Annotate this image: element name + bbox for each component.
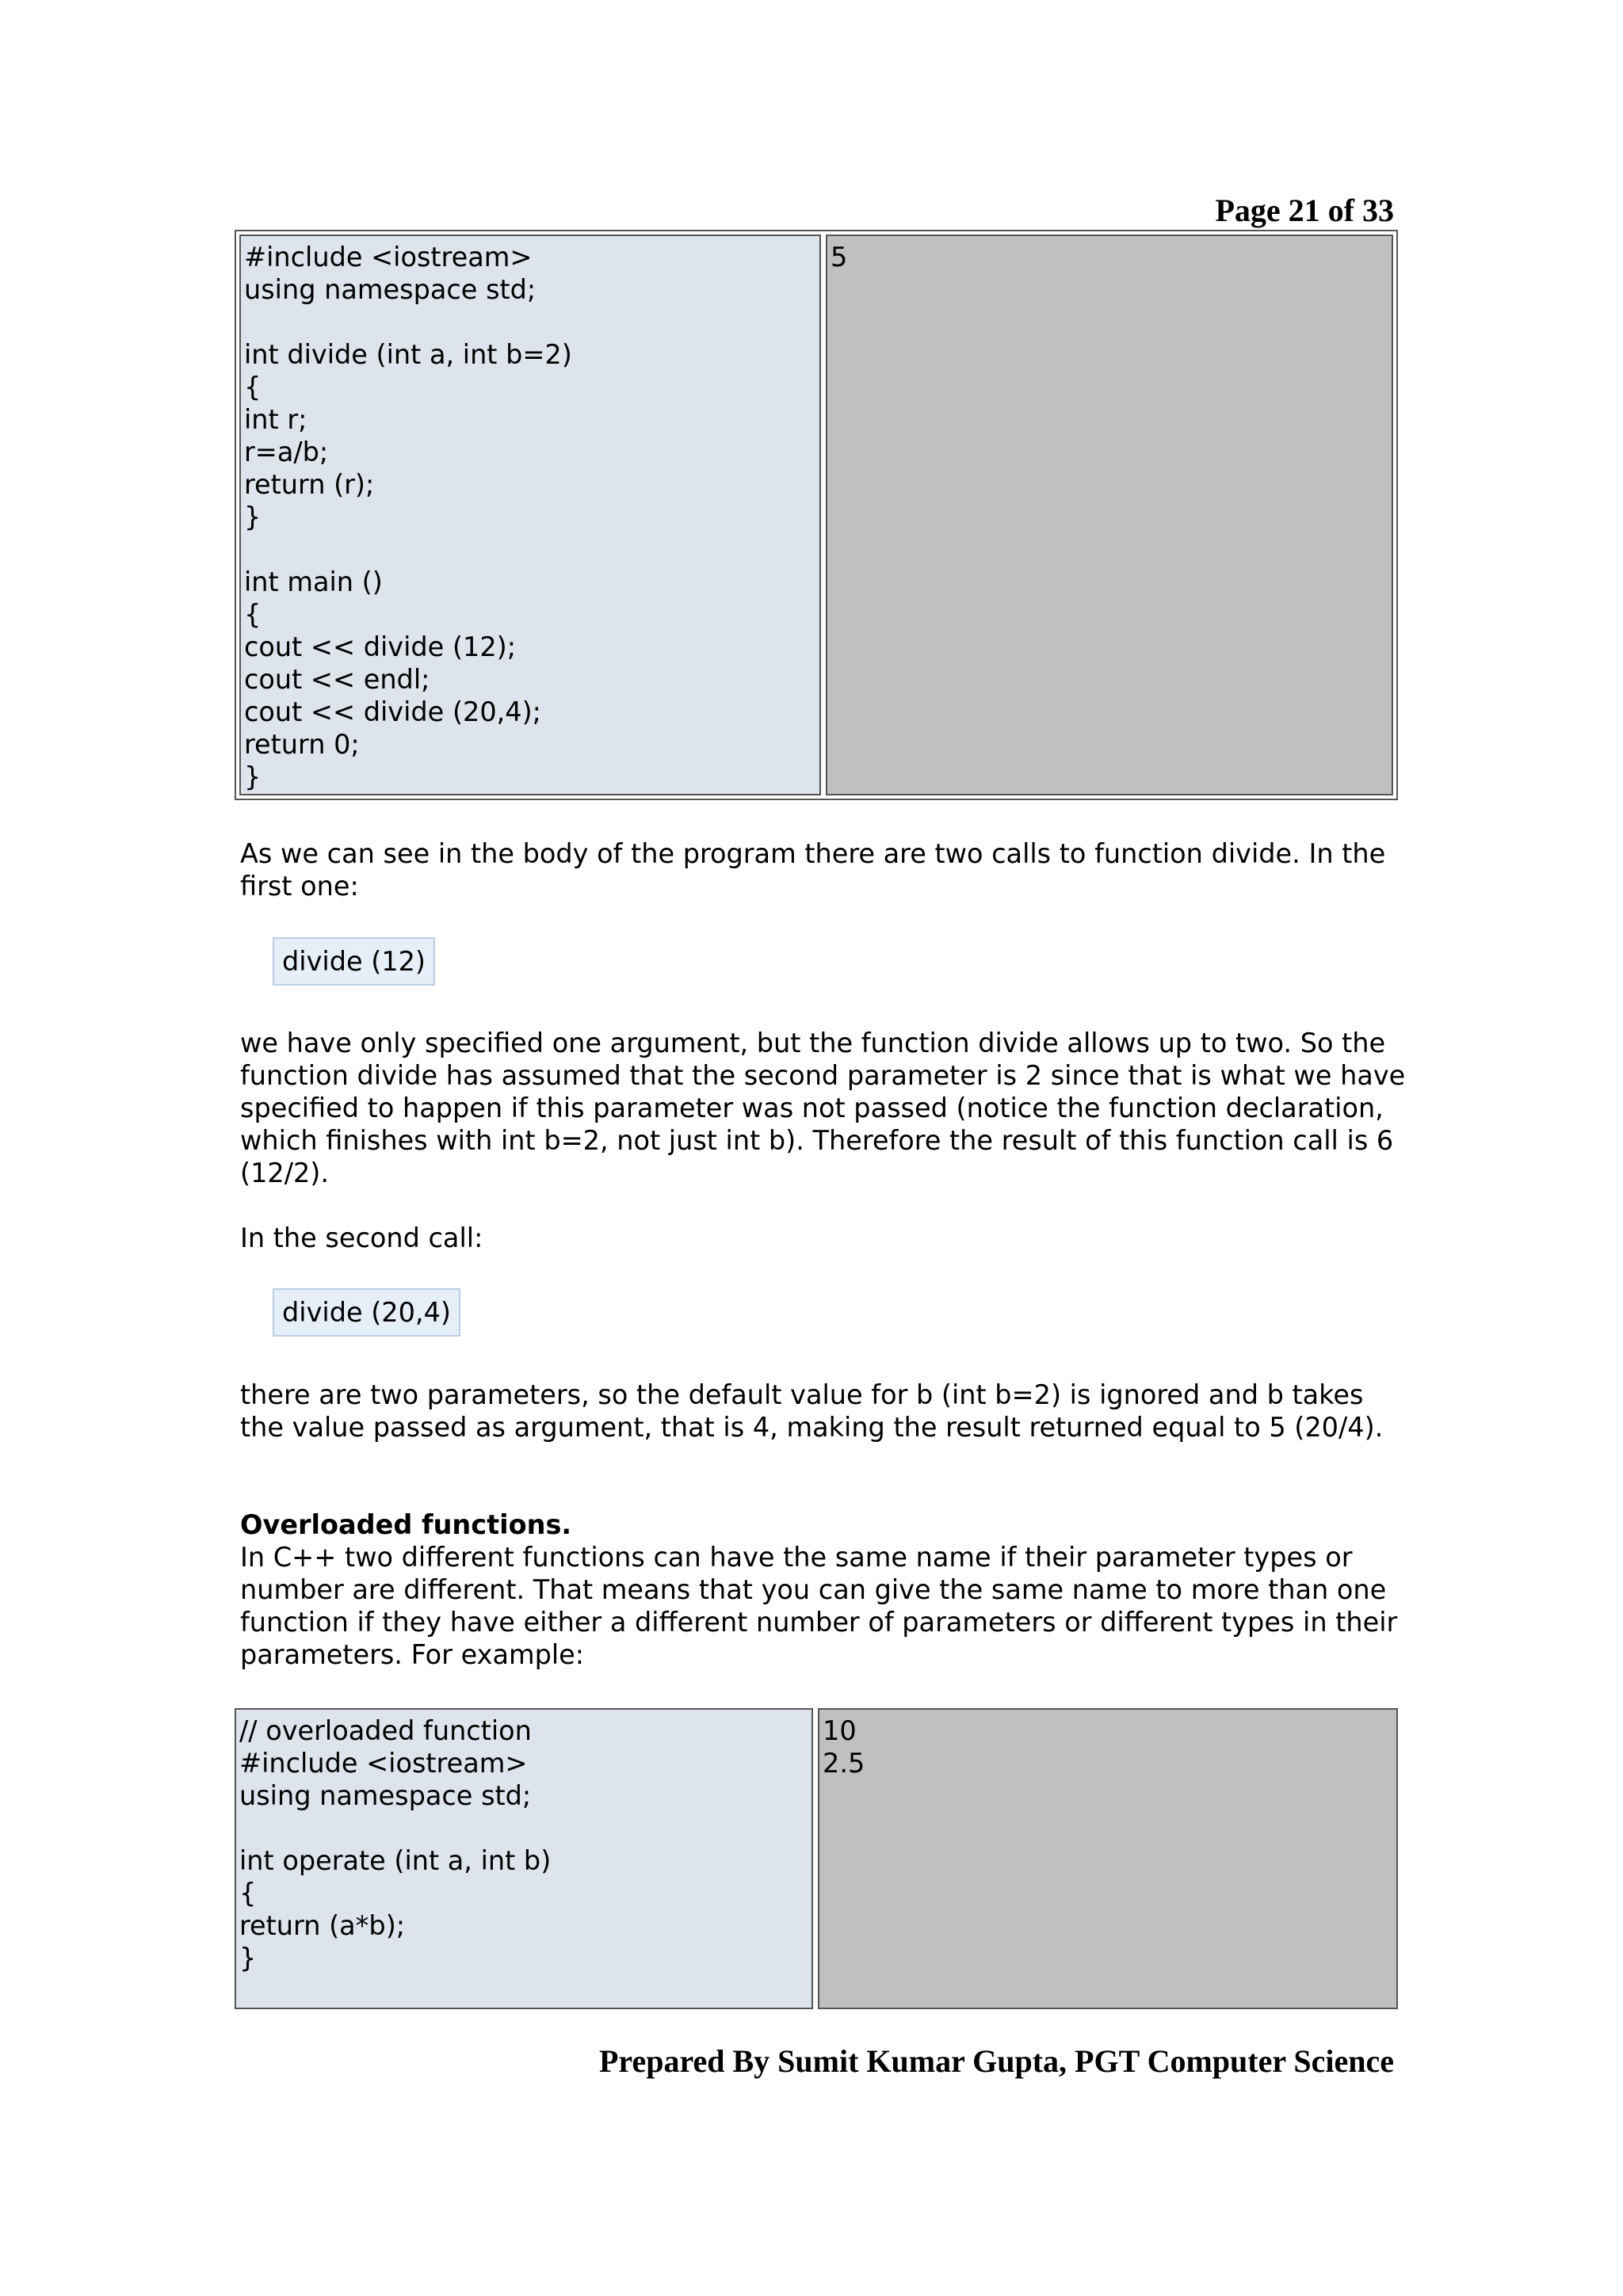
- example1-table: [235, 230, 1398, 800]
- paragraph-second-call-explanation: there are two parameters, so the default value for b (int b=2) is ignored and b takes the value passed as argument, that is 4, making the result returned equal to 5 (20/4).: [240, 1379, 1384, 1443]
- footer-credit: Prepared By Sumit Kumar Gupta, PGT Computer Science: [599, 2043, 1394, 2079]
- paragraph-overloading-intro: In C++ two different functions can have the same name if their parameter types or number are different. That means that you can give the same name to more than one function if they have either a different number of parameters or different types in their parameters. For example:: [240, 1542, 1398, 1670]
- example2-output: 10 2.5: [818, 1708, 1398, 2009]
- paragraph-first-call-explanation: we have only specified one argument, but the function divide allows up to two. So the function divide has assumed that the second parameter is 2 since that is what we have specified to happen if this parameter was not passed (notice the function declaration, which finishes with int b=2, not just int b). Therefore the result of this function call is 6 (12/2).: [240, 1028, 1406, 1188]
- example2-table: [235, 1708, 1398, 2009]
- example2-code: // overloaded function #include <iostream> using namespace std; int operate (int a, int b) { return (a*b); }: [235, 1708, 813, 2009]
- code-snippet-divide-20-4: divide (20,4): [273, 1288, 460, 1337]
- paragraph-second-call: In the second call:: [240, 1222, 483, 1253]
- example1-output: 5: [826, 235, 1393, 795]
- paragraph-two-calls: As we can see in the body of the program there are two calls to function divide. In the first one:: [240, 838, 1386, 902]
- page-number: Page 21 of 33: [1215, 193, 1394, 228]
- code-snippet-divide-12: divide (12): [273, 937, 435, 986]
- section-heading-overloaded-functions: Overloaded functions.: [240, 1509, 572, 1540]
- example1-code: #include <iostream> using namespace std; int divide (int a, int b=2) { int r; r=a/b; return (r); } int main () { cout << divide (12); cout << endl; cout << divide (20,4); return 0; }: [239, 235, 821, 795]
